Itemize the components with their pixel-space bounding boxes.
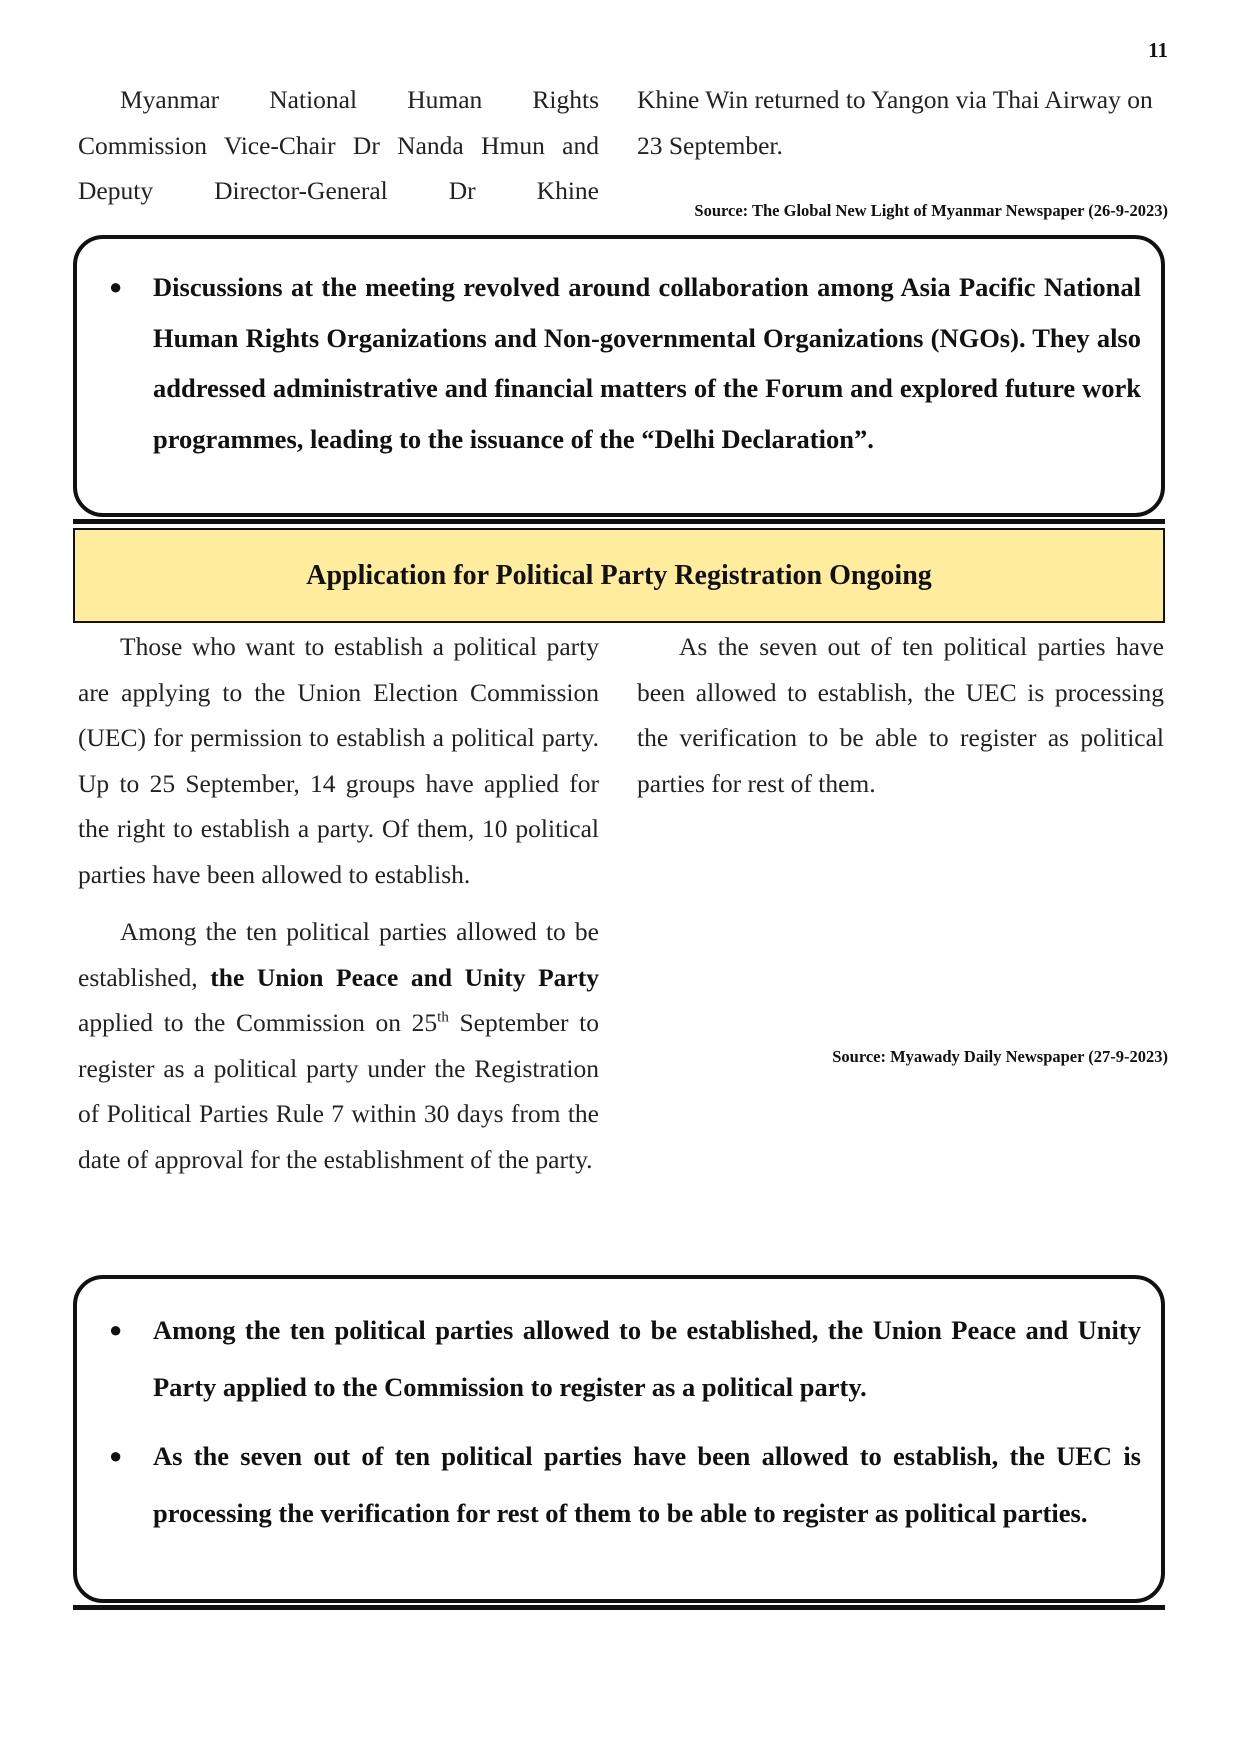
- p2-mid: applied to the Commission on 25: [78, 1008, 438, 1037]
- p2-pre: Among the ten political parties allowed to be established,: [78, 917, 599, 992]
- article1-left-column: [78, 77, 599, 214]
- article2-right-column: [637, 624, 1164, 806]
- summary-box-2-bullet-1: [95, 1302, 1141, 1415]
- summary-box-2-bullet-2: [95, 1428, 1141, 1541]
- summary-box-1-bullet: [95, 262, 1141, 464]
- summary-box-2-list: [95, 1302, 1141, 1541]
- article1-left-paragraph: Myanmar National Human Rights Commission Vice-Chair Dr Nanda Hmun and Deputy Director-General Dr Khine: [78, 85, 599, 205]
- p2-post: September to register as a political party under the Registration of Political Parties Rule 7 within 30 days from the date of approval for the establishment of the party.: [78, 1008, 599, 1174]
- article2-left-column: [78, 624, 599, 1182]
- section-divider-double: [73, 519, 1165, 524]
- article2-left-paragraph-1: Those who want to establish a political party are applying to the Union Election Commission (UEC) for permission to establish a political party. Up to 25 September, 14 groups have applied for the right to establish a party. Of them, 10 political parties have been allowed to establish.: [78, 632, 599, 889]
- summary-box-1-text: Discussions at the meeting revolved around collaboration among Asia Pacific National Human Rights Organizations and Non-governmental Organizations (NGOs). They also addressed administrative and financial matters of the Forum and explored future work programmes, leading to the issuance of the “Delhi Declaration”.: [153, 272, 1141, 454]
- summary-box-2: [73, 1275, 1165, 1603]
- bullet-icon: ●: [109, 1317, 123, 1342]
- article1-right-column: [637, 77, 1164, 168]
- article1-right-paragraph: Khine Win returned to Yangon via Thai Airway on 23 September.: [637, 85, 1153, 160]
- party-name-bold: the Union Peace and Unity Party: [210, 962, 599, 992]
- article2-heading: Application for Political Party Registration Ongoing: [306, 559, 932, 591]
- article2-source: Source: Myawady Daily Newspaper (27-9-2023): [832, 1047, 1168, 1066]
- ordinal-suffix: th: [437, 1009, 449, 1026]
- article1-source: Source: The Global New Light of Myanmar Newspaper (26-9-2023): [694, 201, 1168, 220]
- bullet-icon: ●: [109, 274, 123, 299]
- article2-left-paragraph-2: [78, 909, 599, 1182]
- page-number: 11: [1148, 38, 1168, 62]
- summary-box-2-text-2: As the seven out of ten political parties have been allowed to establish, the UEC is processing the verification for rest of them to be able to register as political parties.: [153, 1441, 1141, 1528]
- article2-heading-banner: [73, 528, 1165, 623]
- summary-box-2-text-1: Among the ten political parties allowed to be established, the Union Peace and Unity Party applied to the Commission to register as a political party.: [153, 1315, 1141, 1402]
- section-divider-bottom: [73, 1605, 1165, 1610]
- summary-box-1: [73, 235, 1165, 517]
- summary-box-1-list: [95, 262, 1141, 464]
- article2-right-paragraph-1: As the seven out of ten political parties have been allowed to establish, the UEC is processing the verification to be able to register as political parties for rest of them.: [637, 632, 1164, 798]
- bullet-icon: ●: [109, 1443, 123, 1468]
